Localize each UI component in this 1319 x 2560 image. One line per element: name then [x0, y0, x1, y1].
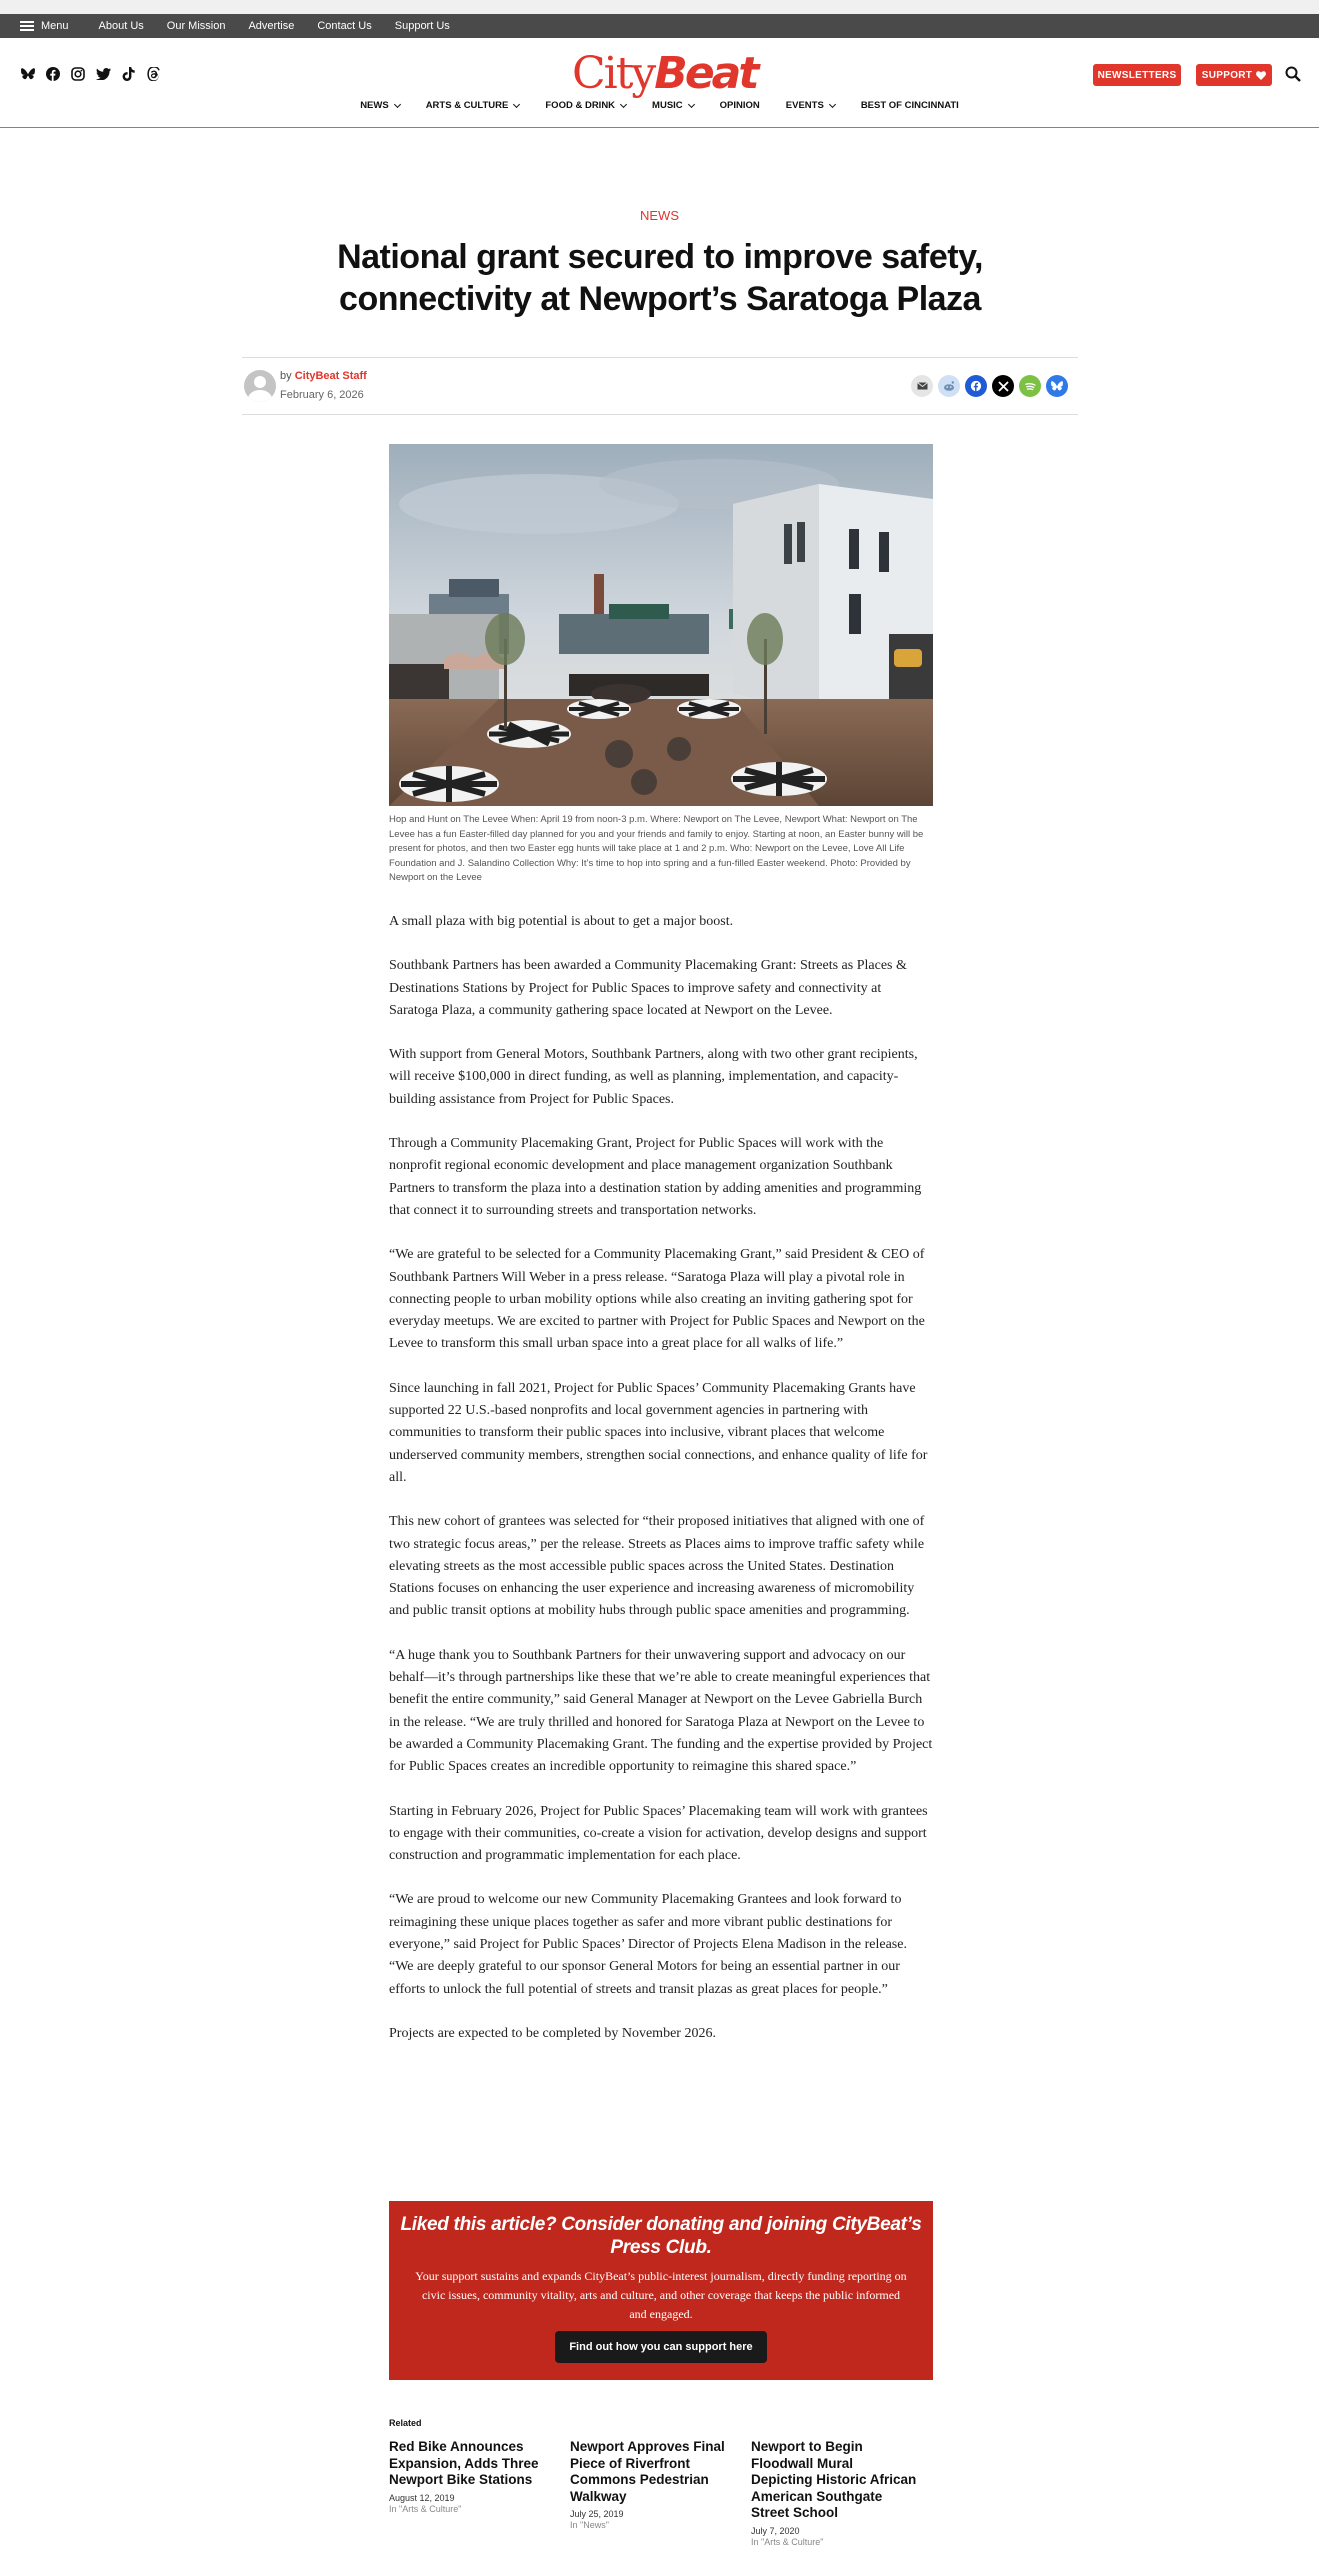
nav-events-label: EVENTS	[785, 100, 824, 111]
nav-food-drink[interactable]	[531, 100, 626, 111]
author-link[interactable]: CityBeat Staff	[294, 370, 367, 382]
hamburger-icon	[20, 21, 34, 31]
promo-body: Your support sustains and expands CityBeat’s public-interest journalism, directly funding reporting on civic issues, community vitality, arts and culture, and other coverage that keeps the public informed and engaged.	[415, 2269, 907, 2321]
nav-events[interactable]	[772, 100, 835, 111]
main-nav	[0, 100, 1319, 111]
paragraph: Through a Community Placemaking Grant, Project for Public Spaces will work with the nonprofit regional economic development and place management organization Southbank Partners to transform the plaza into a destination station by adding amenities and programming that connect it to surrounding streets and transportation networks.	[389, 1136, 922, 1218]
our-mission-link[interactable]: Our Mission	[166, 20, 226, 32]
paragraph: “A huge thank you to Southbank Partners for their unwavering support and advocacy on our behalf—it’s through partnerships like these that we’re able to create meaningful experiences that benefit the entire community,” said General Manager at Newport on the Levee Gabriella Burch in the release. “We are truly thrilled and honored for Saratoga Plaza at Newport on the Levee to be awarded a Community Placemaking Grant. The funding and the expertise provided by Project for Public Spaces creates an incredible opportunity to reimagine this shared space.”	[389, 1647, 933, 1775]
byline-bar	[242, 357, 1078, 415]
reddit-icon[interactable]	[938, 375, 960, 397]
related-item[interactable]	[389, 2439, 555, 2514]
related-title[interactable]: Newport to Begin Floodwall Mural Depicting Historic African American Southgate Street School	[751, 2439, 917, 2520]
chevron-down-icon	[688, 100, 695, 107]
article-body	[389, 911, 933, 2067]
x-icon[interactable]	[992, 375, 1014, 397]
nav-music[interactable]	[638, 100, 694, 111]
spotify-icon[interactable]	[1019, 375, 1041, 397]
advertise-link[interactable]: Advertise	[248, 20, 295, 32]
paragraph: With support from General Motors, Southbank Partners, along with two other grant recipients, will receive $100,000 in direct funding, as well as planning, implementation, and capacity-building assistance from Project for Public Spaces.	[389, 1047, 918, 1107]
menu-button[interactable]	[20, 20, 69, 32]
author-avatar	[244, 370, 276, 402]
chevron-down-icon	[394, 100, 401, 107]
share-buttons	[911, 375, 1068, 397]
nav-arts-label: ARTS & CULTURE	[425, 100, 509, 111]
related-title[interactable]: Red Bike Announces Expansion, Adds Three Newport Bike Stations	[389, 2439, 539, 2487]
related-category: In "Arts & Culture"	[751, 2536, 824, 2547]
nav-arts-culture[interactable]	[412, 100, 520, 111]
support-us-link[interactable]: Support Us	[394, 20, 450, 32]
bluesky-icon[interactable]	[20, 66, 36, 82]
paragraph: This new cohort of grantees was selected for “their proposed initiatives that aligned with one of two strategic focus areas,” per the release. Streets as Places aims to improve traffic safety while elevating streets as the most accessible public spaces across the United States. Destination Stations focuses on enhancing the user experience and increasing awareness of micromobility and public transit options at mobility hubs through public space amenities and programming.	[389, 1514, 925, 1619]
instagram-icon[interactable]	[70, 66, 86, 82]
related-category: In "News"	[570, 2520, 609, 2530]
threads-icon[interactable]	[145, 66, 161, 82]
bluesky-share-icon[interactable]	[1046, 375, 1068, 397]
nav-opinion[interactable]	[706, 100, 760, 111]
chevron-down-icon	[620, 100, 627, 107]
support-cta-button[interactable]: Find out how you can support here	[555, 2331, 766, 2363]
email-icon[interactable]	[911, 375, 933, 397]
site-header	[0, 38, 1319, 128]
nav-best-of[interactable]	[847, 100, 959, 111]
nav-news[interactable]	[360, 100, 400, 111]
nav-opinion-label: OPINION	[719, 100, 760, 111]
article-headline: National grant secured to improve safety, connectivity at Newport’s Saratoga Plaza	[337, 238, 983, 318]
about-us-link[interactable]: About Us	[98, 20, 144, 32]
menu-label: Menu	[41, 20, 69, 32]
related-date: August 12, 2019	[389, 2492, 455, 2503]
contact-us-link[interactable]: Contact Us	[317, 20, 372, 32]
heart-icon	[1256, 71, 1266, 80]
promo-heading: Liked this article? Consider donating and joining CityBeat’s Press Club.	[400, 2214, 922, 2258]
press-club-promo	[389, 2201, 933, 2380]
paragraph: “We are proud to welcome our new Community Placemaking Grantees and look forward to reimagining these unique places together as safer and more vibrant public destinations for everyone,” said Project for Public Spaces’ Director of Projects Elena Madison in the release. “We are deeply grateful to our sponsor General Motors for being an essential partner in our efforts to unlock the full potential of streets and transit plazas as great places for people.”	[389, 1892, 907, 1997]
support-button[interactable]	[1196, 64, 1272, 86]
related-item[interactable]	[751, 2439, 917, 2547]
paragraph: A small plaza with big potential is about to get a major boost.	[389, 914, 734, 929]
nav-news-label: NEWS	[360, 100, 389, 111]
logo-city: City	[572, 48, 655, 99]
by-prefix: by	[280, 370, 292, 382]
newsletters-button[interactable]: NEWSLETTERS	[1093, 64, 1181, 86]
related-item[interactable]	[570, 2439, 736, 2530]
citybeat-logo[interactable]	[572, 48, 756, 99]
facebook-share-icon[interactable]	[965, 375, 987, 397]
support-label: SUPPORT	[1201, 69, 1253, 81]
paragraph: Projects are expected to be completed by November 2026.	[389, 2025, 716, 2041]
related-category: In "Arts & Culture"	[389, 2503, 462, 2514]
chevron-down-icon	[513, 100, 520, 107]
nav-best-label: BEST OF CINCINNATI	[860, 100, 959, 111]
tiktok-icon[interactable]	[120, 66, 136, 82]
article-category[interactable]: NEWS	[640, 208, 679, 223]
nav-food-label: FOOD & DRINK	[545, 100, 616, 111]
browser-top-strip	[0, 0, 1319, 14]
nav-music-label: MUSIC	[652, 100, 683, 111]
paragraph: “We are grateful to be selected for a Community Placemaking Grant,” said President & CEO of Southbank Partners Will Weber in a press release. “Saratoga Plaza will play a pivotal role in connecting people to urban mobility options while also creating an inviting gathering spot for everyday meetups. We are excited to partner with Project for Public Spaces and Newport on the Levee to transform this small urban space into a great place for all walks of life.”	[389, 1247, 925, 1352]
publish-date: February 6, 2026	[280, 389, 364, 401]
image-caption: Hop and Hunt on The Levee When: April 19 from noon-3 p.m. Where: Newport on The Levee, Newport What: Newport on The Levee has a fun Easter-filled day planned for you and your friends and family to enjoy. Starting at noon, an Easter bunny will be present for photos, and then two Easter egg hunts will take place at 1 and 2 p.m. Who: Newport on the Levee, Love All Life Foundation and J. Salandino Collection Why: It’s time to hop into spring and a fun-filled Easter weekend. Photo: Provided by Newport on the Levee	[389, 814, 924, 883]
twitter-icon[interactable]	[95, 66, 111, 82]
paragraph: Southbank Partners has been awarded a Community Placemaking Grant: Streets as Places & Destinations Stations by Project for Public Spaces to improve safety and connectivity at Saratoga Plaza, a community gathering space located at Newport on the Levee.	[389, 958, 907, 1018]
paragraph: Since launching in fall 2021, Project for Public Spaces’ Community Placemaking Grants have supported 22 U.S.-based nonprofits and local government agencies in partnering with communities to transform their public spaces into inclusive, vibrant places that welcome underserved community members, strengthen social connections, and enhance quality of life for all.	[389, 1380, 928, 1485]
paragraph: Starting in February 2026, Project for Public Spaces’ Placemaking team will work with grantees to engage with their communities, co-create a vision for activation, develop designs and support construction and programmatic implementation for each place.	[389, 1803, 928, 1864]
byline	[280, 370, 367, 382]
related-title[interactable]: Newport Approves Final Piece of Riverfront Commons Pedestrian Walkway	[570, 2439, 725, 2504]
social-links	[20, 66, 161, 82]
related-date: July 25, 2019	[570, 2509, 624, 2519]
plaza-photo	[389, 444, 933, 806]
facebook-icon[interactable]	[45, 66, 61, 82]
utility-bar	[0, 14, 1319, 38]
related-date: July 7, 2020	[751, 2525, 800, 2536]
logo-beat: Beat	[654, 48, 757, 99]
related-label: Related	[389, 2418, 422, 2428]
hero-image	[389, 444, 933, 806]
search-icon[interactable]	[1285, 66, 1301, 82]
chevron-down-icon	[829, 100, 836, 107]
